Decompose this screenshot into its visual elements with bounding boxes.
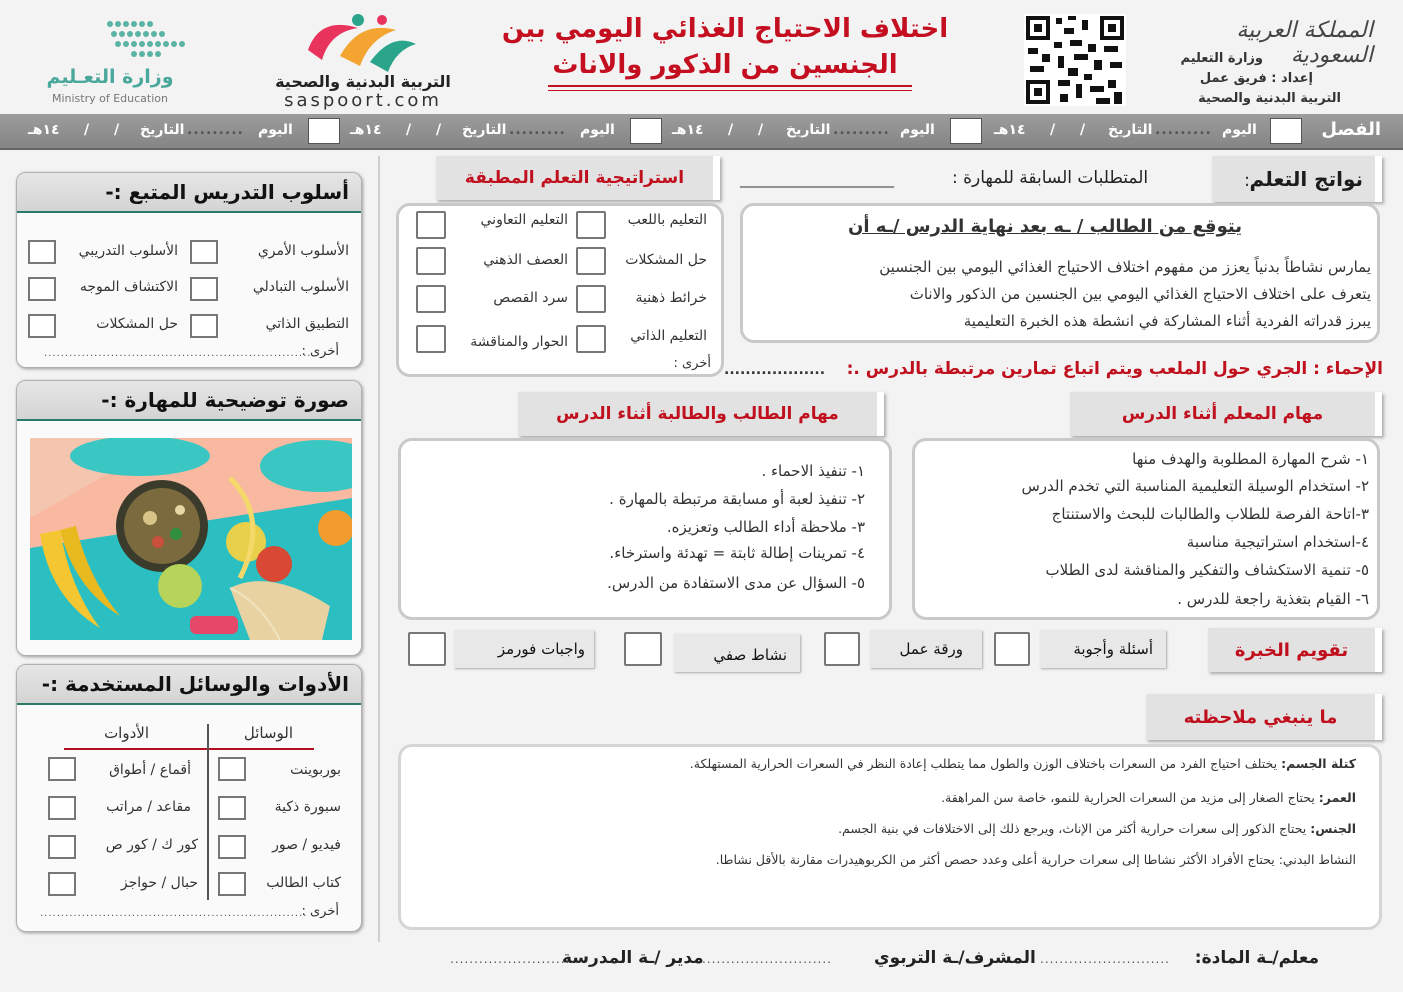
slash-1a: / (1080, 122, 1086, 138)
style-reciprocal: الأسلوب التبادلي (252, 279, 349, 295)
slash-4a: / (114, 122, 120, 138)
tools-head-tools: الأدوات (104, 724, 149, 742)
tools-other: أخرى : (301, 904, 339, 919)
note-gender-key: الجنس: (1310, 821, 1356, 836)
prereq-label: المتطلبات السابقة للمهارة : (952, 168, 1149, 188)
notes-label (1146, 694, 1382, 740)
tool-ropes-checkbox[interactable] (48, 872, 76, 896)
teacher-task-5: ٥- تنمية الاستكشاف والتفكير والمناقشة لدى الطلاب (1045, 561, 1369, 579)
media-powerpoint: بوربوينت (290, 762, 341, 778)
strategy-problem-checkbox[interactable] (576, 247, 606, 275)
tool-benches: مقاعد / مراتب (106, 799, 191, 815)
day-label-1: اليوم (1222, 122, 1257, 138)
style-guided-checkbox[interactable] (28, 277, 56, 301)
sig-principal-dots[interactable]: ........................... (450, 952, 580, 966)
student-task-2: ٢- تنفيذ لعبة أو مسابقة مرتبطة بالمهارة . (609, 490, 865, 508)
tool-ropes: حبال / حواجز (120, 875, 198, 891)
note-body-mass (420, 750, 1356, 777)
style-other-dots[interactable]: ................................................................ (44, 348, 312, 359)
style-guided: الاكتشاف الموجه (79, 279, 178, 295)
strategy-problem: حل المشكلات (625, 252, 707, 268)
eval-qa-label: أسئلة وأجوبة (1073, 640, 1153, 658)
kingdom-calligraphy: المملكة العربية السعودية (1236, 18, 1373, 68)
moe-name-en: Ministry of Education (51, 92, 168, 105)
tool-balls: كور ك / كور ص (105, 837, 198, 853)
warmup-text: الإحماء : الجري حول الملعب ويتم اتباع تمارين مرتبطة بالدرس .: (846, 359, 1383, 379)
date-dots-2: ......... (833, 122, 890, 138)
strategy-mindmap-checkbox[interactable] (576, 285, 606, 313)
day-input-1[interactable] (950, 118, 982, 144)
year-1: ١٤هـ (994, 122, 1026, 138)
note-activity (420, 846, 1356, 873)
strategy-dialogue: الحوار والمناقشة (470, 334, 568, 350)
style-practice: الأسلوب التدريبي (78, 243, 178, 259)
day-label-2: اليوم (900, 122, 935, 138)
evaluation-label (1208, 628, 1382, 672)
slash-2a: / (758, 122, 764, 138)
date-label-3: التاريخ (462, 122, 507, 138)
style-problem-checkbox[interactable] (28, 314, 56, 338)
strategy-brainstorm-checkbox[interactable] (416, 247, 446, 275)
outcome-item-2: يتعرف على اختلاف الاحتياج الغذائي اليومي بين الجنسين من الذكور والاناث (909, 285, 1371, 303)
date-label-1: التاريخ (1108, 122, 1153, 138)
tool-benches-checkbox[interactable] (48, 796, 76, 820)
brand-url: saspoort.com (284, 90, 442, 111)
style-other: أخرى : (301, 344, 339, 359)
slash-3a: / (436, 122, 442, 138)
style-selfcheck: التطبيق الذاتي (265, 316, 349, 332)
slash-2b: / (728, 122, 734, 138)
day-label-4: اليوم (258, 122, 293, 138)
student-tasks-label-text: مهام الطالب والطالبة أثناء الدرس (556, 404, 839, 424)
tool-balls-checkbox[interactable] (48, 835, 76, 859)
eval-forms-label: واجبات فورمز (497, 640, 585, 658)
brand-logo (300, 10, 420, 76)
strategy-brainstorm: العصف الذهني (483, 252, 568, 268)
outcome-item-3: يبرز قدراته الفردية أثناء المشاركة في انشطة هذه الخبرة التعليمية (963, 312, 1371, 330)
tools-other-dots[interactable]: ................................................................ (40, 908, 308, 919)
strategies-other[interactable]: أخرى : (673, 356, 711, 371)
media-powerpoint-checkbox[interactable] (218, 757, 246, 781)
tools-head-rule (64, 748, 314, 750)
teacher-task-2: ٢- استخدام الوسيلة التعليمية المناسبة التي تخدم الدرس (1021, 477, 1369, 495)
date-label-4: التاريخ (140, 122, 185, 138)
eval-worksheet-checkbox[interactable] (824, 632, 860, 666)
year-4: ١٤هـ (28, 122, 60, 138)
prereq-blank[interactable]: ______________________ (740, 172, 894, 188)
outcomes-label (1212, 156, 1382, 202)
style-reciprocal-checkbox[interactable] (190, 277, 218, 301)
lesson-title-line1: اختلاف الاحتياج الغذائي اليومي بين (501, 14, 949, 44)
eval-classactivity-label: نشاط صفي (713, 646, 787, 664)
student-task-3: ٣- ملاحظة أداء الطالب وتعزيزه. (666, 518, 865, 536)
date-dots-1: ......... (1155, 122, 1212, 138)
note-body-mass-text: يختلف احتياج الفرد من السعرات باختلاف الوزن والطول مما يتطلب إعادة النظر في السعرات الحرارية المستهلكة. (689, 756, 1282, 771)
tools-title: الأدوات والوسائل المستخدمة :- (41, 672, 349, 696)
teacher-task-4: ٤-استخدام استراتيجية مناسبة (1186, 533, 1369, 551)
date-bar (0, 114, 1403, 150)
sig-supervisor-dots[interactable]: ........................... (702, 952, 832, 966)
media-video: فيديو / صور (272, 837, 341, 853)
ministry-name: وزارة التعليم (1180, 51, 1263, 66)
illustration-title: صورة توضيحية للمهارة :- (101, 388, 349, 412)
media-book: كتاب الطالب (266, 875, 341, 891)
strategy-mindmap: خرائط ذهنية (635, 290, 707, 306)
day-input-3[interactable] (308, 118, 340, 144)
lesson-title-line2: الجنسين من الذكور والاناث (552, 50, 898, 80)
title-underline (548, 85, 912, 87)
sig-supervisor: المشرف/ـة التربوي (874, 948, 1036, 968)
expect-title: يتوقع من الطالب / ـه بعد نهاية الدرس /ـه أن (848, 216, 1242, 237)
prepared-by: إعداد : فريق عمل (1199, 71, 1313, 86)
teacher-task-1: ١- شرح المهارة المطلوبة والهدف منها (1132, 450, 1369, 468)
sig-principal: مدير /ـة المدرسة (562, 948, 704, 968)
strategy-self: التعليم الذاتي (630, 328, 707, 344)
tool-cones: أقماع / أطواق (109, 762, 191, 778)
outcomes-colon: : (1244, 170, 1251, 191)
day-label-3: اليوم (580, 122, 615, 138)
note-gender-text: يحتاج الذكور إلى سعرات حرارية أكثر من الإناث، ويرجع ذلك إلى الاختلافات في بنية الجسم. (838, 821, 1311, 836)
qr-code (1024, 14, 1126, 106)
media-smartboard: سبورة ذكية (274, 799, 341, 815)
style-problem: حل المشكلات (96, 316, 178, 332)
moe-name-ar: وزارة التعـليم (46, 66, 174, 88)
strategy-coop: التعليم التعاوني (480, 212, 568, 228)
evaluation-label-text: تقويم الخبرة (1234, 639, 1349, 661)
moe-logo (104, 14, 186, 60)
eval-worksheet-label: ورقة عمل (899, 640, 963, 658)
column-separator (378, 156, 380, 942)
notes-label-text: ما ينبغي ملاحظته (1183, 706, 1338, 728)
brand-name: التربية البدنية والصحية (275, 72, 451, 91)
teacher-task-3: ٣-اتاحة الفرصة للطلاب والطالبات للبحث والاستنتاج (1051, 505, 1369, 523)
strategy-play: التعليم باللعب (627, 212, 707, 228)
class-input[interactable] (1270, 118, 1302, 144)
year-3: ١٤هـ (350, 122, 382, 138)
teaching-style-title: أسلوب التدريس المتبع :- (105, 180, 349, 204)
style-command: الأسلوب الأمري (257, 243, 349, 259)
note-age-key: العمر: (1318, 790, 1356, 805)
note-age (420, 784, 1356, 811)
tools-head-media: الوسائل (243, 724, 293, 742)
year-2: ١٤هـ (672, 122, 704, 138)
sig-teacher: معلم/ـة المادة: (1194, 948, 1319, 968)
style-selfcheck-checkbox[interactable] (190, 314, 218, 338)
strategy-coop-checkbox[interactable] (416, 211, 446, 239)
slash-1b: / (1050, 122, 1056, 138)
day-input-2[interactable] (630, 118, 662, 144)
strategy-self-checkbox[interactable] (576, 325, 606, 353)
warmup-dots[interactable]: ................... (724, 362, 826, 378)
illustration-image (30, 438, 352, 640)
media-video-checkbox[interactable] (218, 835, 246, 859)
tools-vertical-rule (207, 724, 209, 900)
sig-teacher-dots[interactable]: ........................... (1040, 952, 1170, 966)
teacher-task-6: ٦- القيام بتغذية راجعة للدرس . (1177, 590, 1369, 608)
strategy-play-checkbox[interactable] (576, 211, 606, 239)
slash-4b: / (84, 122, 90, 138)
note-activity-text: يحتاج الأفراد الأكثر نشاطا إلى سعرات حرارية أعلى وعدد حصص أكثر من الكربوهيدرات مقارنة بالأقل نشاطا. (715, 852, 1279, 867)
note-age-text: يحتاج الصغار إلى مزيد من السعرات الحرارية للنمو، خاصة سن المراهقة. (941, 790, 1319, 805)
note-gender (420, 815, 1356, 842)
eval-classactivity-checkbox[interactable] (624, 632, 662, 666)
media-book-checkbox[interactable] (218, 872, 246, 896)
notes-content (420, 750, 1356, 873)
strategy-story: سرد القصص (493, 290, 568, 306)
teacher-tasks-label-text: مهام المعلم أثناء الدرس (1121, 404, 1324, 424)
style-practice-checkbox[interactable] (28, 240, 56, 264)
eval-qa-checkbox[interactable] (994, 632, 1030, 666)
student-task-1: ١- تنفيذ الاحماء . (761, 462, 865, 480)
tool-cones-checkbox[interactable] (48, 757, 76, 781)
note-body-mass-key: كتلة الجسم: (1281, 756, 1356, 771)
strategies-label-text: استراتيجية التعلم المطبقة (464, 168, 685, 188)
teacher-tasks-label (1070, 392, 1382, 436)
department: التربية البدنية والصحية (1198, 91, 1341, 106)
eval-forms-checkbox[interactable] (408, 632, 446, 666)
slash-3b: / (406, 122, 412, 138)
outcomes-label-text: نواتج التعلم (1249, 167, 1363, 191)
strategy-story-checkbox[interactable] (416, 285, 446, 313)
date-label-2: التاريخ (786, 122, 831, 138)
style-command-checkbox[interactable] (190, 240, 218, 264)
class-label: الفصل (1321, 119, 1381, 140)
date-dots-3: ......... (509, 122, 566, 138)
media-smartboard-checkbox[interactable] (218, 796, 246, 820)
strategies-label (436, 156, 720, 200)
student-task-5: ٥- السؤال عن مدى الاستفادة من الدرس. (607, 574, 865, 592)
outcome-item-1: يمارس نشاطاً بدنياً يعزز من مفهوم اختلاف الاحتياج الغذائي اليومي بين الجنسين (879, 258, 1371, 276)
student-tasks-label (518, 392, 884, 436)
date-dots-4: ......... (187, 122, 244, 138)
student-task-4: ٤- تمرينات إطالة ثابتة = تهدئة واسترخاء. (609, 544, 865, 562)
note-activity-key: النشاط البدني: (1278, 852, 1356, 867)
strategy-dialogue-checkbox[interactable] (416, 325, 446, 353)
title-underline-2 (548, 90, 912, 91)
